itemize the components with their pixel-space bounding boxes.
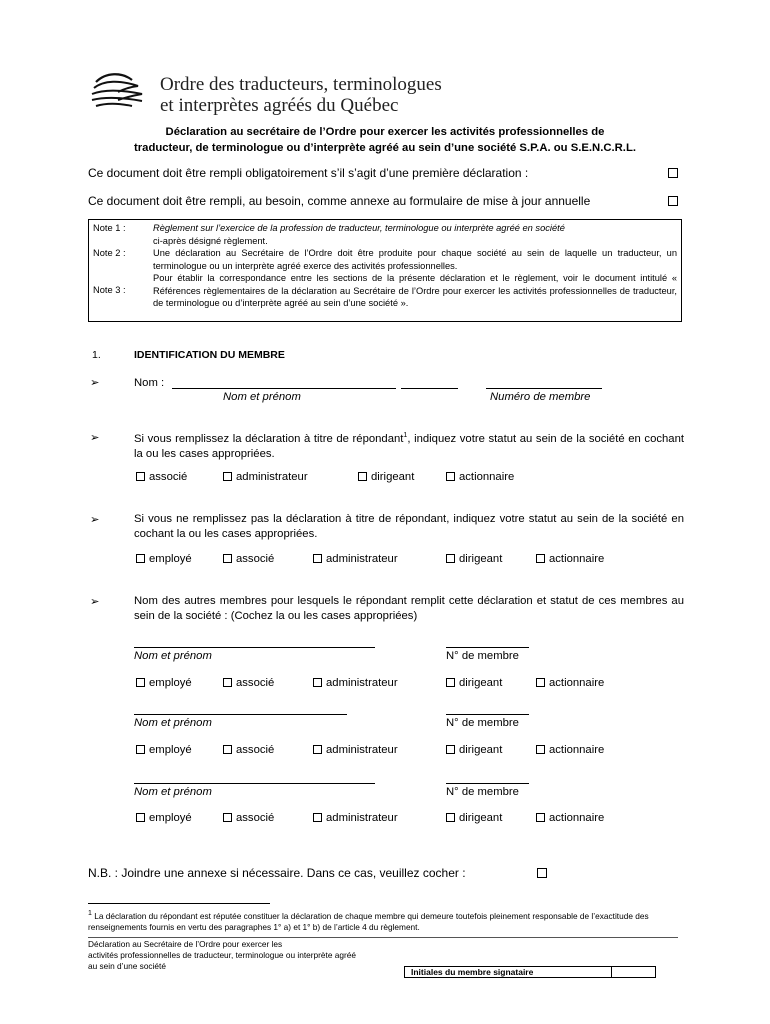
initials-input[interactable] — [611, 967, 656, 977]
other-member-2-number-line[interactable] — [446, 714, 529, 715]
checkbox[interactable] — [223, 745, 232, 754]
other-member-1-number-line[interactable] — [446, 647, 529, 648]
checkbox[interactable] — [313, 813, 322, 822]
m1-employe[interactable]: employé — [136, 677, 192, 689]
bullet-icon: ➢ — [90, 377, 100, 389]
other-member-3-name-line[interactable] — [134, 783, 375, 784]
logo — [88, 70, 148, 114]
m2-actionnaire[interactable]: actionnaire — [536, 744, 604, 756]
org-name: Ordre des traducteurs, terminologues et interprètes agréés du Québec — [160, 74, 442, 116]
checkbox[interactable] — [136, 813, 145, 822]
m2-employe[interactable]: employé — [136, 744, 192, 756]
name-input-line-2[interactable] — [401, 388, 458, 389]
other-member-3-number-caption: N° de membre — [446, 786, 519, 798]
nonresp-associe[interactable]: associé — [223, 553, 274, 565]
name-label: Nom : — [134, 377, 165, 389]
checkbox[interactable] — [446, 554, 455, 563]
checkbox[interactable] — [446, 472, 455, 481]
bullet-icon: ➢ — [90, 596, 100, 608]
member-number-input-line[interactable] — [486, 388, 602, 389]
note-3-label: Note 3 : — [93, 285, 126, 295]
section-number: 1. — [92, 349, 101, 361]
other-member-1-name-line[interactable] — [134, 647, 375, 648]
bullet-icon: ➢ — [90, 514, 100, 526]
other-member-3-number-line[interactable] — [446, 783, 529, 784]
checkbox[interactable] — [446, 678, 455, 687]
nonresp-dirigeant[interactable]: dirigeant — [446, 553, 502, 565]
respondent-text: Si vous remplissez la déclaration à titre de répondant$^1$, indiquez votre statut au sein de la société en cochant la ou les cases appropriées. — [134, 432, 684, 460]
m1-associe[interactable]: associé — [223, 677, 274, 689]
footnote-separator — [88, 903, 270, 904]
other-member-1-name-caption: Nom et prénom — [134, 650, 212, 662]
note-1-text: Règlement sur l’exercice de la profession de traducteur, terminologue ou interprète agréé en société ci-après désigné règlement. — [153, 223, 565, 246]
checkbox[interactable] — [223, 813, 232, 822]
other-member-1-number-caption: N° de membre — [446, 650, 519, 662]
footer-divider — [88, 937, 678, 938]
m1-actionnaire[interactable]: actionnaire — [536, 677, 604, 689]
m2-dirigeant[interactable]: dirigeant — [446, 744, 502, 756]
notes-box — [88, 219, 682, 322]
checkbox[interactable] — [136, 745, 145, 754]
checkbox[interactable] — [223, 472, 232, 481]
respondent-dirigeant[interactable]: dirigeant — [358, 471, 414, 483]
m2-administrateur[interactable]: administrateur — [313, 744, 398, 756]
note-1-label: Note 1 : — [93, 223, 126, 233]
other-member-3-name-caption: Nom et prénom — [134, 786, 212, 798]
checkbox[interactable] — [446, 813, 455, 822]
footer-doc-title: Déclaration au Secrétaire de l’Ordre pour exercer les activités professionnelles de traducteur, terminologue ou interprète agréé au sein d’une société — [88, 939, 356, 971]
checkbox[interactable] — [536, 745, 545, 754]
initials-label: Initiales du membre signataire — [411, 967, 534, 977]
other-members-text: Nom des autres membres pour lesquels le répondant remplit cette déclaration et statut de ces membres au sein de la société : (Cochez la ou les cases appropriées) — [134, 595, 684, 622]
other-member-2-number-caption: N° de membre — [446, 717, 519, 729]
annual-update-checkbox[interactable] — [668, 196, 678, 206]
m2-associe[interactable]: associé — [223, 744, 274, 756]
checkbox[interactable] — [136, 472, 145, 481]
respondent-associe[interactable]: associé — [136, 471, 187, 483]
checkbox[interactable] — [313, 678, 322, 687]
checkbox[interactable] — [536, 678, 545, 687]
checkbox[interactable] — [136, 554, 145, 563]
first-declaration-checkbox[interactable] — [668, 168, 678, 178]
m3-administrateur[interactable]: administrateur — [313, 812, 398, 824]
other-member-2-name-caption: Nom et prénom — [134, 717, 212, 729]
checkbox[interactable] — [358, 472, 367, 481]
nonresp-administrateur[interactable]: administrateur — [313, 553, 398, 565]
name-caption: Nom et prénom — [223, 391, 301, 403]
intro-line-2: Ce document doit être rempli, au besoin, comme annexe au formulaire de mise à jour annuelle — [88, 194, 591, 208]
member-number-caption: Numéro de membre — [490, 391, 591, 403]
name-input-line[interactable] — [172, 388, 396, 389]
initials-box — [404, 966, 656, 978]
checkbox[interactable] — [446, 745, 455, 754]
m1-administrateur[interactable]: administrateur — [313, 677, 398, 689]
m3-employe[interactable]: employé — [136, 812, 192, 824]
checkbox[interactable] — [136, 678, 145, 687]
section-title: IDENTIFICATION DU MEMBRE — [134, 349, 285, 361]
other-member-2-name-line[interactable] — [134, 714, 347, 715]
nonresp-employe[interactable]: employé — [136, 553, 192, 565]
non-respondent-text: Si vous ne remplissez pas la déclaration à titre de répondant, indiquez votre statut au sein de la société en cochant la ou les cases appropriées. — [134, 513, 684, 540]
note-2-label: Note 2 : — [93, 248, 126, 258]
checkbox[interactable] — [223, 678, 232, 687]
footnote: $^1$ La déclaration du répondant est réputée constituer la déclaration de chaque membre qui demeure toutefois pleinement responsable de l’exactitude des renseignements fournis en vertu des paragraphes 1° a) et 1° b) de l’article 4 du règlement. — [88, 910, 649, 932]
intro-line-1: Ce document doit être rempli obligatoirement s’il s’agit d’une première déclaration : — [88, 166, 529, 180]
checkbox[interactable] — [536, 554, 545, 563]
bullet-icon: ➢ — [90, 432, 100, 444]
document-title: Déclaration au secrétaire de l’Ordre pour exercer les activités professionnelles de traducteur, de terminologue ou d’interprète agréé au sein d’une société S.P.A. ou S.E.N.C.R.L. — [134, 126, 636, 154]
respondent-actionnaire[interactable]: actionnaire — [446, 471, 514, 483]
m3-dirigeant[interactable]: dirigeant — [446, 812, 502, 824]
checkbox[interactable] — [223, 554, 232, 563]
note-3-text: Pour établir la correspondance entre les sections de la présente déclaration et le règlement, voir le document intitulé « Références règlementaires de la déclaration au Secrétaire de l’Ordre pour exercer les activités professionnelles de traducteur, de terminologue ou d’interprète agréé au sein d’une société ». — [153, 273, 677, 308]
checkbox[interactable] — [313, 745, 322, 754]
respondent-administrateur[interactable]: administrateur — [223, 471, 308, 483]
note-2-text: Une déclaration au Secrétaire de l’Ordre doit être produite pour chaque société au sein de laquelle un traducteur, un terminologue ou un interprète agréé exerce des activités professionnelles. — [153, 248, 677, 271]
checkbox[interactable] — [536, 813, 545, 822]
nb-annex-text: N.B. : Joindre une annexe si nécessaire. Dans ce cas, veuillez cocher : — [88, 866, 466, 880]
m3-associe[interactable]: associé — [223, 812, 274, 824]
logo-waves-icon — [88, 70, 148, 114]
checkbox[interactable] — [313, 554, 322, 563]
nonresp-actionnaire[interactable]: actionnaire — [536, 553, 604, 565]
m3-actionnaire[interactable]: actionnaire — [536, 812, 604, 824]
annex-checkbox[interactable] — [537, 868, 547, 878]
m1-dirigeant[interactable]: dirigeant — [446, 677, 502, 689]
